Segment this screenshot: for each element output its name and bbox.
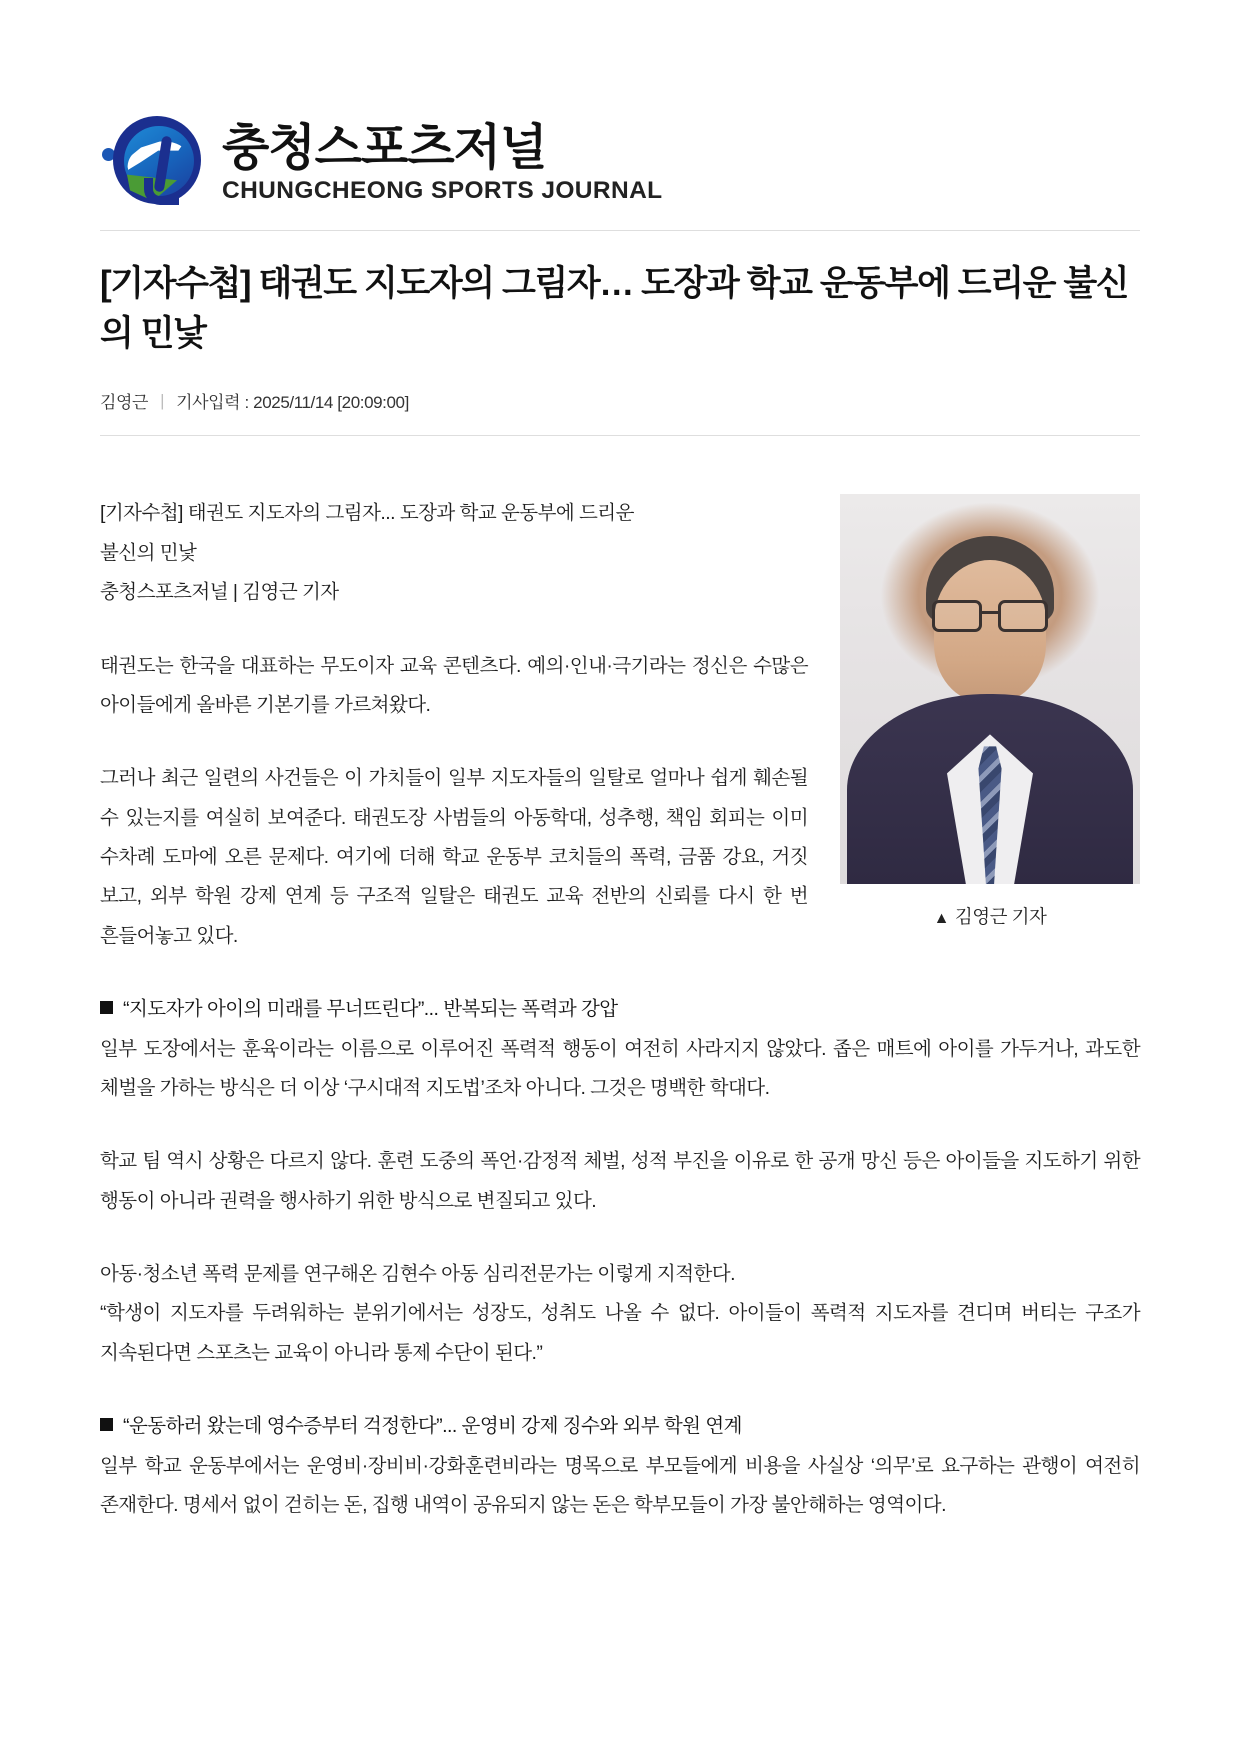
reporter-figure [840, 494, 1140, 935]
section-1-paragraph-1: 일부 도장에서는 훈육이라는 이름으로 이루어진 폭력적 행동이 여전히 사라지지 않았다. 좁은 매트에 아이를 가두거나, 과도한 체벌을 가하는 방식은 더 이상 ‘구시대적 지도법’조차 아니다. 그것은 명백한 학대다. [100, 1037, 1140, 1099]
section-1-paragraph-2: 학교 팀 역시 상황은 다르지 않다. 훈련 도중의 폭언·감정적 체벌, 성적 부진을 이유로 한 공개 망신 등은 아이들을 지도하기 위한 행동이 아니라 권력을 행사하기 위한 방식으로 변질되고 있다. [100, 1150, 1140, 1212]
section-bullet-square-icon [100, 1418, 113, 1431]
logo-j-hook-shape [144, 178, 179, 205]
section-1-paragraph-4: “학생이 지도자를 두려워하는 분위기에서는 성장도, 성취도 나올 수 없다. 아이들이 폭력적 지도자를 견디며 버티는 구조가 지속된다면 스포츠는 교육이 아니라 통제 수단이 된다.” [100, 1302, 1140, 1364]
byline-separator: | [160, 390, 165, 410]
logo-english-text: CHUNGCHEONG SPORTS JOURNAL [222, 176, 663, 204]
section-heading-1-text: “지도자가 아이의 미래를 무너뜨린다”... 반복되는 폭력과 강압 [123, 998, 618, 1021]
section-2-paragraph-1: 일부 학교 운동부에서는 운영비·장비비·강화훈련비라는 명목으로 부모들에게 비용을 사실상 ‘의무’로 요구하는 관행이 여전히 존재한다. 명세서 없이 걷히는 돈, 집행 내역이 공유되지 않는 돈은 학부모들이 가장 불안해하는 영역이다. [100, 1454, 1140, 1516]
section-heading-2-text: “운동하러 왔는데 영수증부터 걱정한다”... 운영비 강제 징수와 외부 학원 연계 [123, 1415, 742, 1438]
page-title: [기자수첩] 태권도 지도자의 그림자… 도장과 학교 운동부에 드리운 불신의 민낯 [100, 264, 1129, 353]
article-body [100, 494, 1140, 1525]
section-heading-2 [100, 1407, 1140, 1446]
byline [100, 388, 1140, 413]
masthead-divider [100, 230, 1140, 231]
section-heading-1 [100, 990, 1140, 1029]
lead-title-line-1: [기자수첩] 태권도 지도자의 그림자... 도장과 학교 운동부에 드리운 [100, 502, 634, 525]
reporter-portrait [840, 494, 1140, 884]
caption-triangle-icon: ▲ [933, 910, 949, 928]
logo-wordmark[interactable] [222, 123, 663, 204]
paragraph-intro-2: 그러나 최근 일련의 사건들은 이 가치들이 일부 지도자들의 일탈로 얼마나 쉽게 훼손될 수 있는지를 여실히 보여준다. 태권도장 사범들의 아동학대, 성추행, 책임 회피는 이미 수차례 도마에 오른 문제다. 여기에 더해 학교 운동부 코치들의 폭력, 금품 강요, 거짓 보고, 외부 학원 강제 연계 등 구조적 일탈은 태권도 교육 전반의 신뢰를 다시 한 번 흔들어놓고 있다. [100, 767, 808, 947]
section-bullet-square-icon [100, 1001, 113, 1014]
byline-author: 김영근 [100, 393, 149, 413]
byline-divider [100, 435, 1140, 436]
site-masthead [100, 0, 1140, 216]
csj-circle-logo-icon[interactable] [100, 112, 204, 216]
figure-caption [840, 898, 1140, 935]
lead-credit: 충청스포츠저널 | 김영근 기자 [100, 581, 339, 604]
lead-title-line-2: 불신의 민낯 [100, 541, 197, 564]
paragraph-intro-1: 태권도는 한국을 대표하는 무도이자 교육 콘텐츠다. 예의·인내·극기라는 정신은 수많은 아이들에게 올바른 기본기를 가르쳐왔다. [100, 654, 808, 716]
caption-text: 김영근 기자 [954, 906, 1047, 928]
logo-korean-text: 충청스포츠저널 [222, 121, 547, 176]
byline-timestamp: 기사입력 : 2025/11/14 [20:09:00] [176, 393, 409, 413]
section-1-paragraph-3: 아동·청소년 폭력 문제를 연구해온 김현수 아동 심리전문가는 이렇게 지적한다. [100, 1263, 735, 1285]
portrait-glasses-shape [932, 600, 1048, 626]
